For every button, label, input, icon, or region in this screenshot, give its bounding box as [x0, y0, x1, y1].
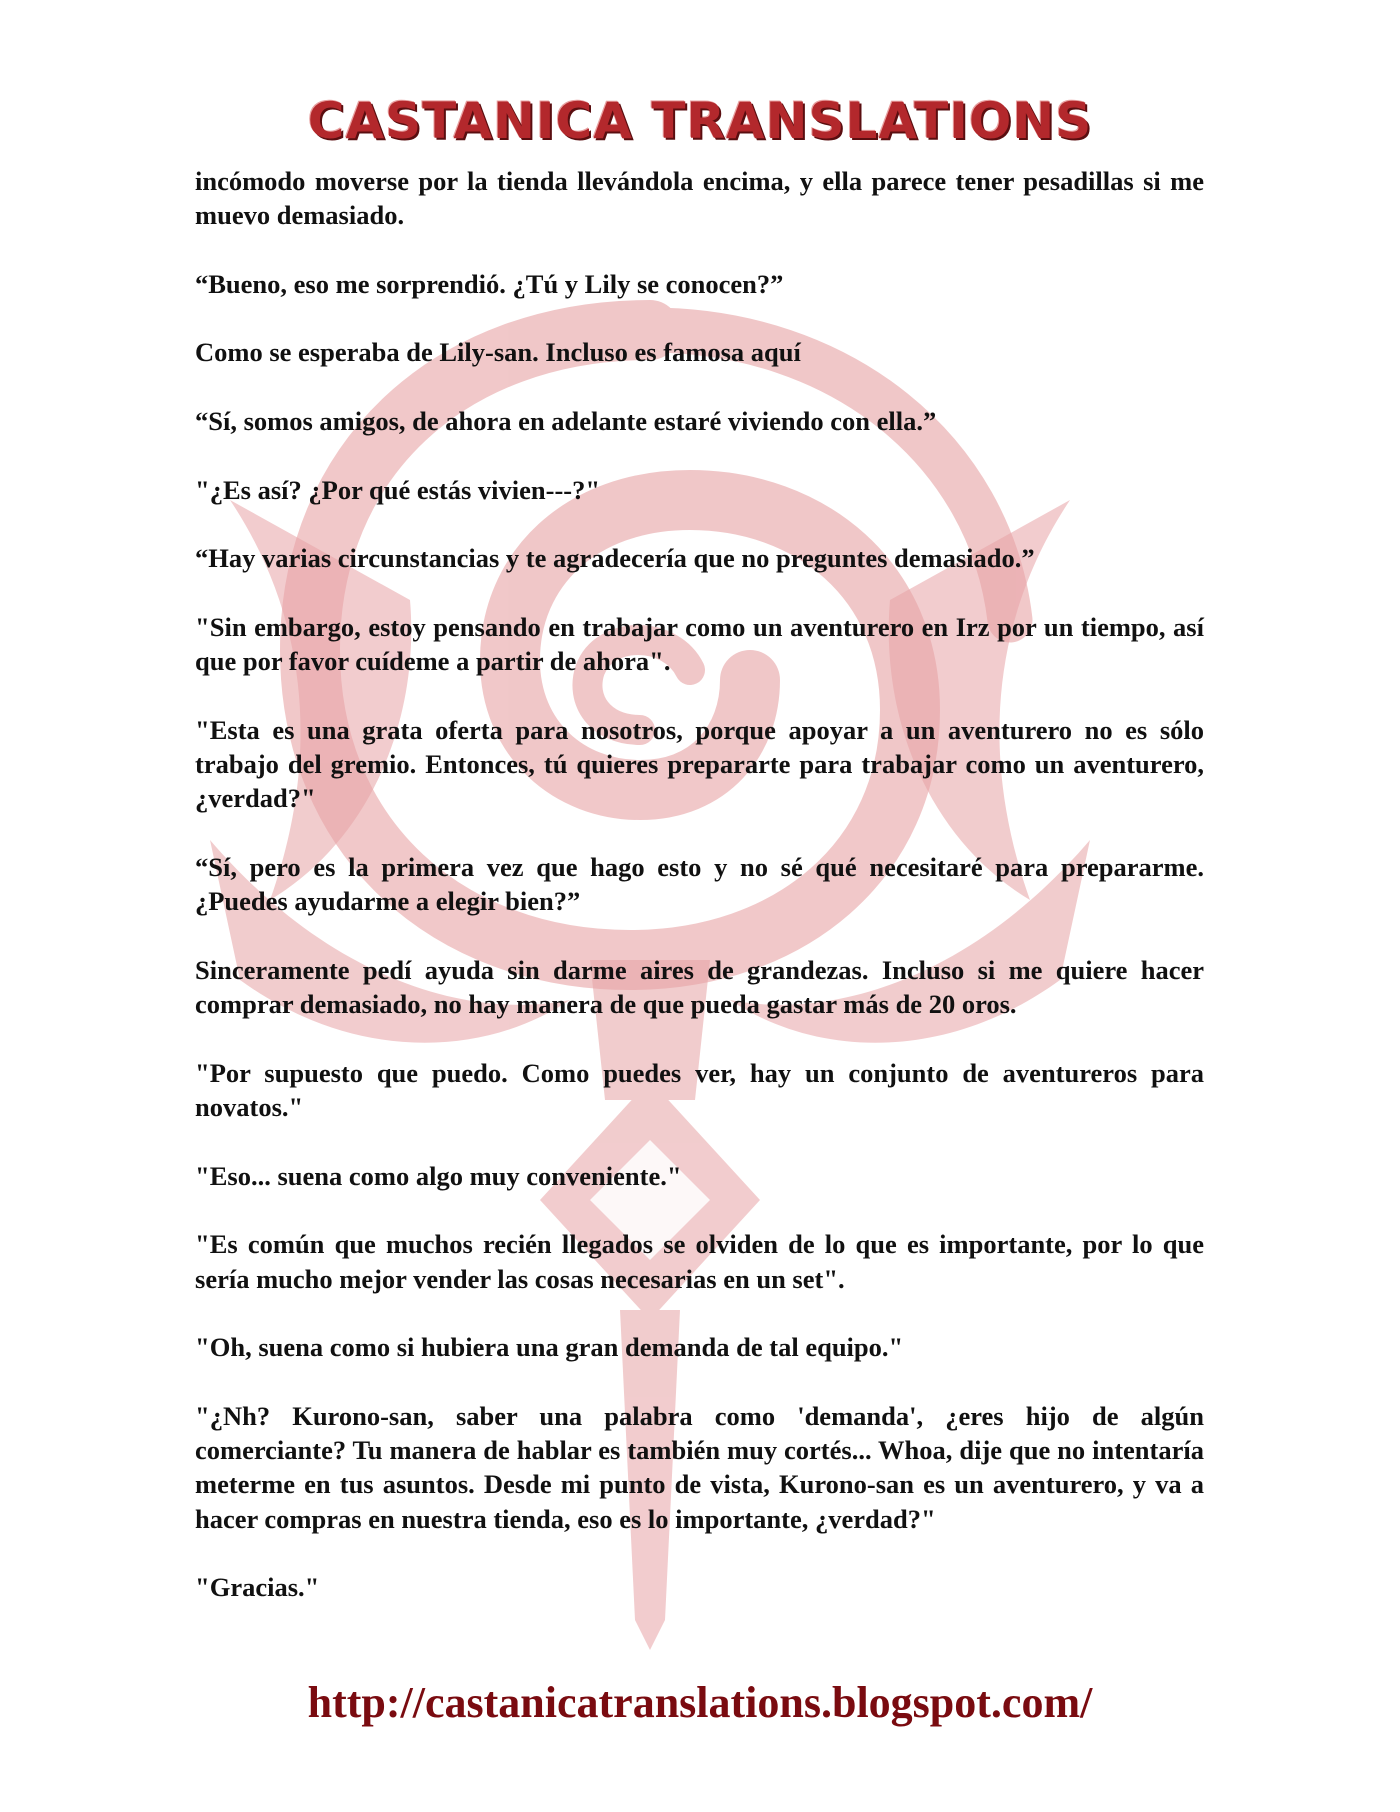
paragraph: "Oh, suena como si hubiera una gran demanda de tal equipo."	[195, 1332, 904, 1363]
paragraph: "¿Nh? Kurono-san, saber una palabra como 'demanda', ¿eres hijo de algún comerciante? Tu manera de hablar es también muy cortés... Whoa, dije que no intentaría meterme en tus asuntos. Desde mi punto de vista, Kurono-san es un aventurero, y va a hacer compras en nuestra tienda, eso es lo importante, ¿verdad?"	[195, 1400, 1204, 1534]
paragraph: "Es común que muchos recién llegados se olviden de lo que es importante, por lo que sería mucho mejor vender las cosas necesarias en un set".	[195, 1229, 1204, 1294]
paragraph: Como se esperaba de Lily-san. Incluso es famosa aquí	[195, 337, 801, 368]
paragraph: "Eso... suena como algo muy conveniente."	[195, 1160, 682, 1191]
paragraph: incómodo moverse por la tienda llevándola encima, y ella parece tener pesadillas si me muevo demasiado.	[195, 166, 1204, 231]
paragraph: “Bueno, eso me sorprendió. ¿Tú y Lily se conocen?”	[195, 268, 784, 299]
paragraph: Sinceramente pedí ayuda sin darme aires de grandezas. Incluso si me quiere hacer comprar demasiado, no hay manera de que pueda gastar más de 20 oros.	[195, 954, 1204, 1020]
paragraph: "Sin embargo, estoy pensando en trabajar como un aventurero en Irz por un tiempo, así que por favor cuídeme a partir de ahora".	[195, 611, 1204, 677]
paragraph: "Esta es una grata oferta para nosotros, porque apoyar a un aventurero no es sólo trabajo del gremio. Entonces, tú quieres prepararte para trabajar como un aventurero, ¿verdad?"	[195, 714, 1204, 814]
paragraph: “Hay varias circunstancias y te agradecería que no preguntes demasiado.”	[195, 543, 1035, 574]
blog-url-link[interactable]: http://castanicatranslations.blogspot.com/	[307, 1678, 1093, 1727]
site-title: CASTANICA TRANSLATIONS	[307, 92, 1093, 150]
chapter-text	[195, 164, 1204, 1639]
paragraph: “Sí, somos amigos, de ahora en adelante estaré viviendo con ella.”	[195, 406, 937, 437]
paragraph: "¿Es así? ¿Por qué estás vivien---?"	[195, 474, 601, 505]
paragraph: "Gracias."	[195, 1572, 320, 1603]
paragraph: "Por supuesto que puedo. Como puedes ver, hay un conjunto de aventureros para novatos."	[195, 1057, 1204, 1123]
paragraph: “Sí, pero es la primera vez que hago esto y no sé qué necesitaré para prepararme. ¿Puedes ayudarme a elegir bien?”	[195, 851, 1204, 917]
